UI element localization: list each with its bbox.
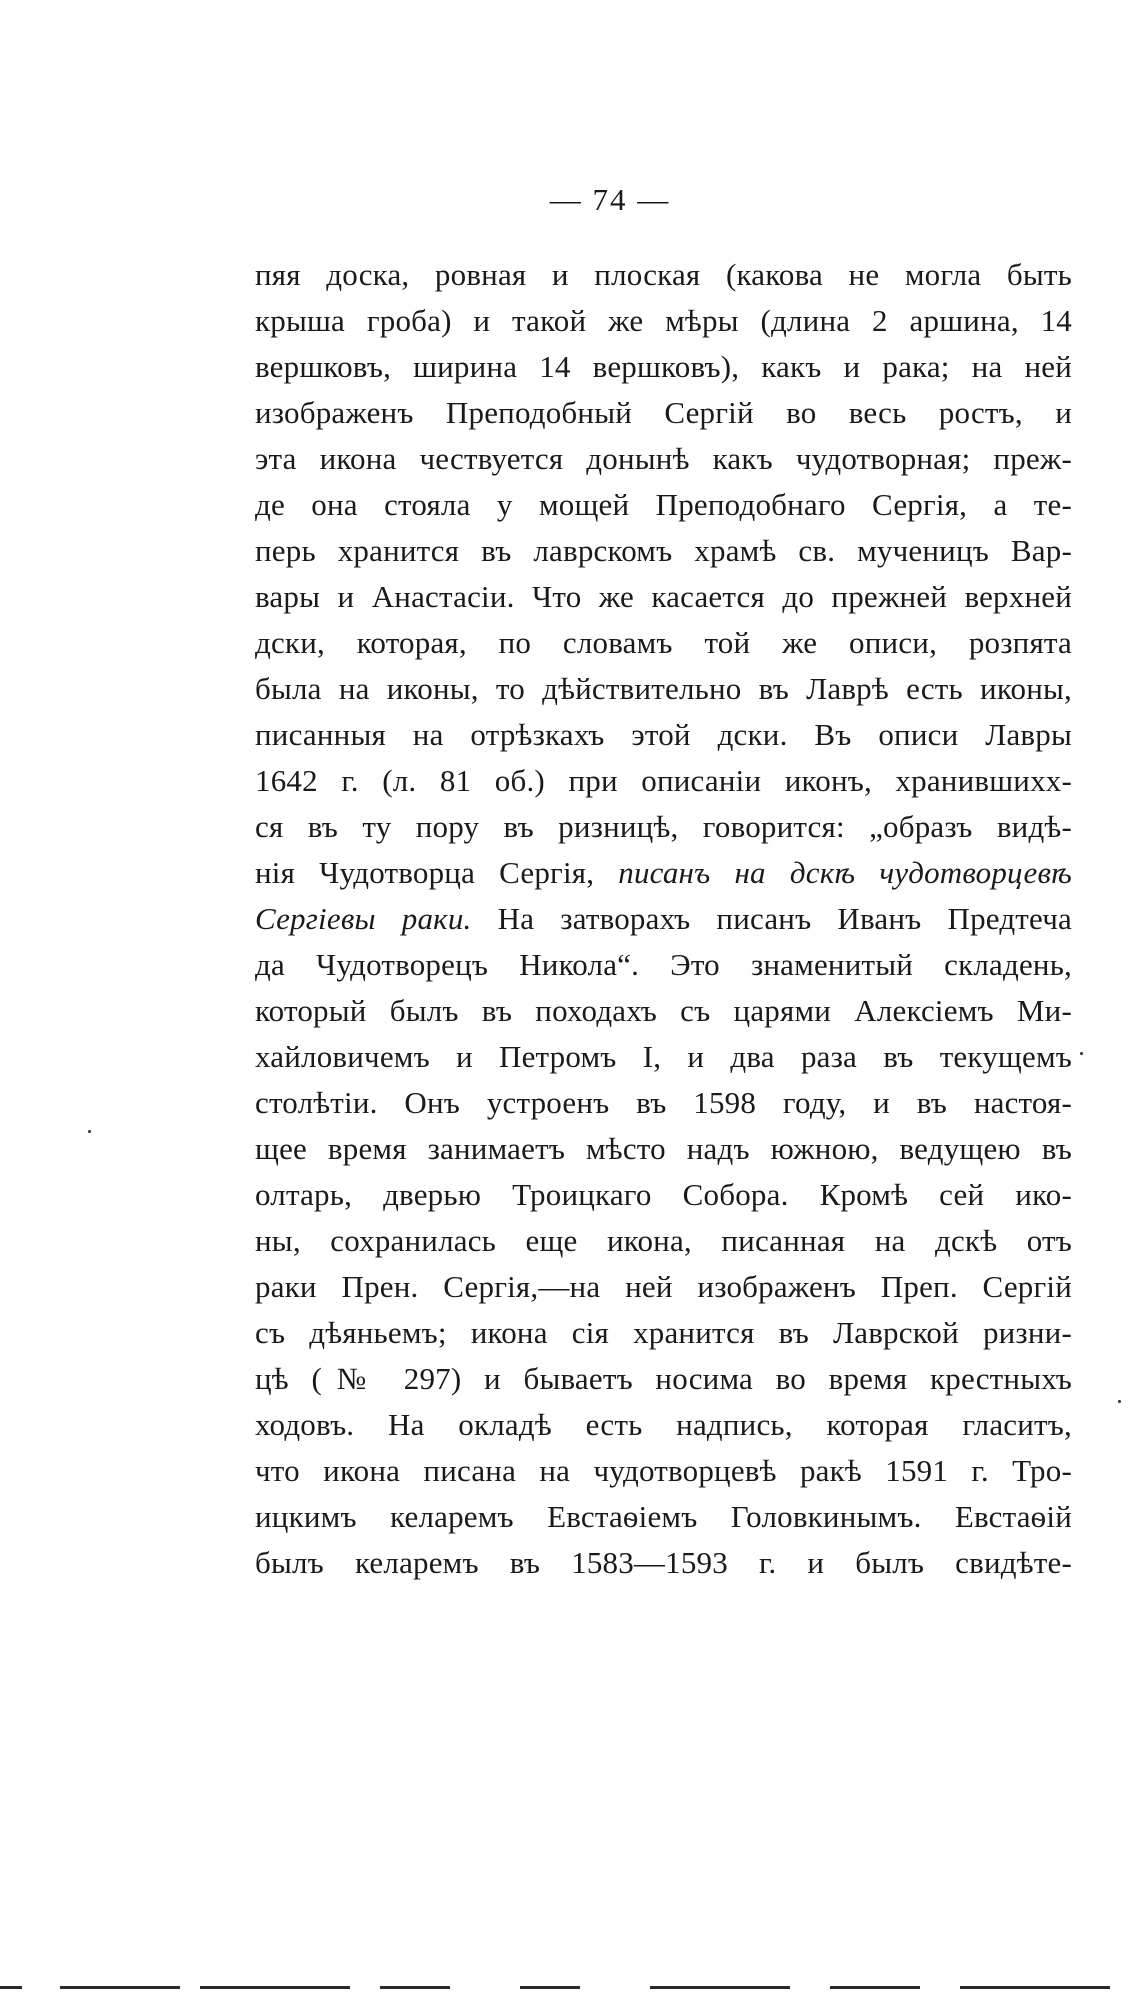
text-line: былъ келаремъ въ 1583—1593 г. и былъ свидѣте- <box>255 1545 1072 1580</box>
text-line: ся въ ту пору въ ризницѣ, говорится: „образъ видѣ- <box>255 809 1072 844</box>
text-line: что икона писана на чудотворцевѣ ракѣ 1591 г. Тро- <box>255 1453 1072 1488</box>
text-line: ходовъ. На окладѣ есть надпись, которая гласитъ, <box>255 1407 1072 1442</box>
text-line: который былъ въ походахъ съ царями Алексіемъ Ми- <box>255 993 1072 1028</box>
text-line: столѣтіи. Онъ устроенъ въ 1598 году, и въ настоя- <box>255 1085 1072 1120</box>
text-line: 1642 г. (л. 81 об.) при описаніи иконъ, хранившихх- <box>255 763 1072 798</box>
text-line: раки Прен. Сергія,—на ней изображенъ Преп. Сергій <box>255 1269 1072 1304</box>
text-line: съ дѣяньемъ; икона сія хранится въ Лаврской ризни- <box>255 1315 1072 1350</box>
text-line: цѣ (№ 297) и бываетъ носима во время крестныхъ <box>255 1361 1072 1396</box>
text-line-end: На затворахъ писанъ Иванъ Предтеча <box>497 901 1072 936</box>
text-line: эта икона чествуется донынѣ какъ чудотворная; преж- <box>255 441 1072 476</box>
text-line: де она стояла у мощей Преподобнаго Сергія, а те- <box>255 487 1072 522</box>
text-line: писанныя на отрѣзкахъ этой дски. Въ описи Лавры <box>255 717 1072 752</box>
text-line: ицкимъ келаремъ Евстаѳіемъ Головкинымъ. Евстаѳій <box>255 1499 1072 1534</box>
text-line: была на иконы, то дѣйствительно въ Лаврѣ есть иконы, <box>255 671 1072 706</box>
scan-speck <box>88 1130 91 1133</box>
scan-speck <box>1118 1400 1121 1403</box>
text-line: вары и Анастасіи. Что же касается до прежней верхней <box>255 579 1072 614</box>
italic-quote: писанъ на дскѣ чудотворцевѣ <box>618 855 1072 890</box>
text-line: вершковъ, ширина 14 вершковъ), какъ и рака; на ней <box>255 349 1072 384</box>
text-line <box>255 850 1072 896</box>
scan-edge-artifact <box>0 1981 1140 1995</box>
text-line: изображенъ Преподобный Сергій во весь ростъ, и <box>255 395 1072 430</box>
page-number: — 74 — <box>549 182 671 217</box>
text-line <box>255 896 1072 942</box>
text-line: дски, которая, по словамъ той же описи, розпята <box>255 625 1072 660</box>
body-text <box>255 252 1072 1586</box>
text-line-start: нія Чудотворца Сергія, <box>255 855 595 890</box>
text-line: ны, сохранилась еще икона, писанная на дскѣ отъ <box>255 1223 1072 1258</box>
text-line: крыша гроба) и такой же мѣры (длина 2 аршина, 14 <box>255 303 1072 338</box>
text-line: щее время занимаетъ мѣсто надъ южною, ведущею въ <box>255 1131 1072 1166</box>
text-line: олтарь, дверью Троицкаго Собора. Кромѣ сей ико- <box>255 1177 1072 1212</box>
text-line: хайловичемъ и Петромъ I, и два раза въ текущемъ <box>255 1039 1072 1074</box>
text-line: перь хранится въ лаврскомъ храмѣ св. мученицъ Вар- <box>255 533 1072 568</box>
text-line: пяя доска, ровная и плоская (какова не могла быть <box>255 257 1072 292</box>
text-line: да Чудотворецъ Никола“. Это знаменитый складень, <box>255 947 1072 982</box>
scan-speck <box>1080 1052 1083 1055</box>
italic-quote: Сергіевы раки. <box>255 901 472 936</box>
